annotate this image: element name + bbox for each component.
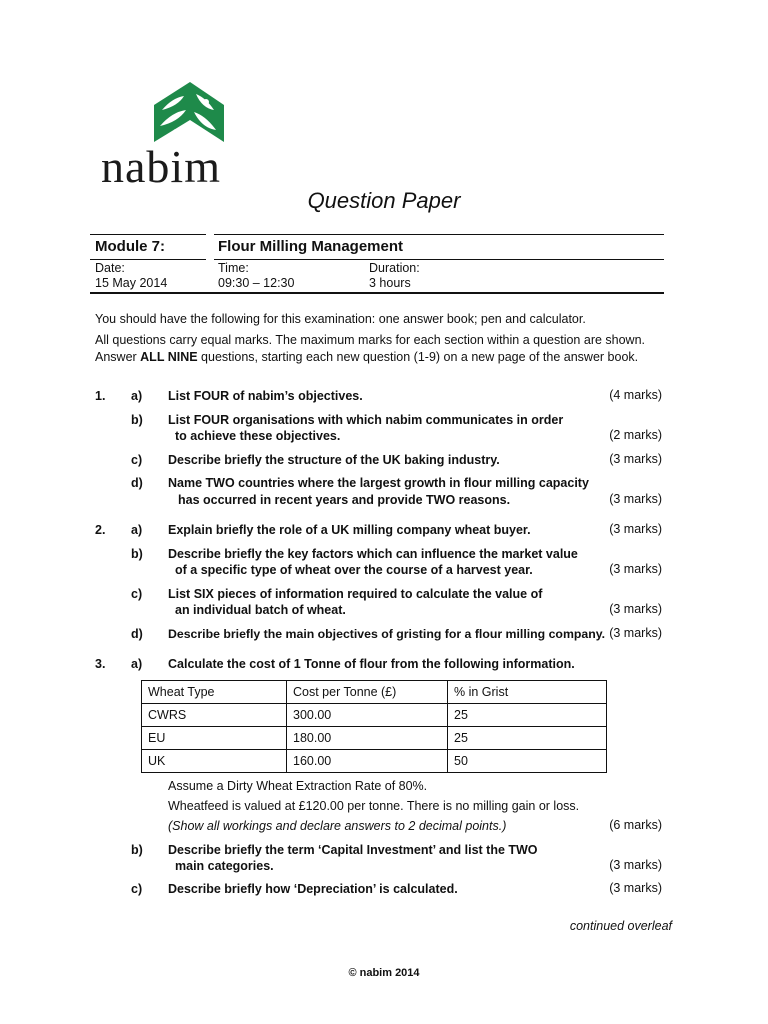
page-title: Question Paper — [307, 188, 461, 213]
table-cell: 180.00 — [287, 727, 448, 750]
table-cell: CWRS — [142, 704, 287, 727]
q1b-text-line1: List FOUR organisations with which nabim communicates in order — [168, 413, 564, 427]
header-rule-top-left — [90, 234, 206, 235]
q2d-marks: (3 marks) — [609, 626, 662, 640]
table-cell: 25 — [448, 704, 607, 727]
q1b-label: b) — [131, 413, 143, 427]
q2c-text-line1: List SIX pieces of information required to calculate the value of — [168, 587, 543, 601]
q2c-text-line2: an individual batch of wheat. — [175, 603, 346, 617]
header-rule-mid-right — [214, 259, 664, 260]
q3-note-extraction: Assume a Dirty Wheat Extraction Rate of 80%. — [168, 779, 428, 793]
q1c-text: Describe briefly the structure of the UK baking industry. — [168, 453, 500, 467]
q3a-text: Calculate the cost of 1 Tonne of flour from the following information. — [168, 657, 575, 671]
q2-number: 2. — [95, 523, 106, 537]
q1d-label: d) — [131, 476, 143, 490]
header-rule-bottom — [90, 292, 664, 294]
q1c-marks: (3 marks) — [609, 452, 662, 466]
date-value: 15 May 2014 — [95, 276, 168, 290]
q3-note-wheatfeed: Wheatfeed is valued at £120.00 per tonne. There is no milling gain or loss. — [168, 799, 580, 813]
q3-note-workings: (Show all workings and declare answers to 2 decimal points.) — [168, 819, 507, 833]
table-row — [142, 750, 607, 773]
q2b-marks: (3 marks) — [609, 562, 662, 576]
instruction-marks: All questions carry equal marks. The maximum marks for each section within a question are shown. — [95, 333, 646, 347]
q1b-text-line2: to achieve these objectives. — [175, 429, 341, 443]
q3c-marks: (3 marks) — [609, 881, 662, 895]
q2b-label: b) — [131, 547, 143, 561]
table-cell: UK — [142, 750, 287, 773]
q1c-label: c) — [131, 453, 143, 467]
q2c-marks: (3 marks) — [609, 602, 662, 616]
date-label: Date: — [95, 261, 125, 275]
q2b-text-line2: of a specific type of wheat over the course of a harvest year. — [175, 563, 533, 577]
table-header-cell: Cost per Tonne (£) — [287, 681, 448, 704]
time-value: 09:30 – 12:30 — [218, 276, 295, 290]
table-header-cell: % in Grist — [448, 681, 607, 704]
q3b-marks: (3 marks) — [609, 858, 662, 872]
q2d-text: Describe briefly the main objectives of gristing for a flour milling company. — [168, 627, 606, 641]
q3c-label: c) — [131, 882, 143, 896]
q3b-label: b) — [131, 843, 143, 857]
time-label: Time: — [218, 261, 249, 275]
module-label: Module 7: — [95, 238, 165, 255]
table-cell: 300.00 — [287, 704, 448, 727]
q3b-text-line2: main categories. — [175, 859, 274, 873]
q2a-label: a) — [131, 523, 143, 537]
q3a-label: a) — [131, 657, 143, 671]
q1a-label: a) — [131, 389, 143, 403]
q2a-text: Explain briefly the role of a UK milling company wheat buyer. — [168, 523, 531, 537]
q3a-marks: (6 marks) — [609, 818, 662, 832]
q3c-text: Describe briefly how ‘Depreciation’ is calculated. — [168, 882, 458, 896]
header-rule-mid-left — [90, 259, 206, 260]
table-cell: 160.00 — [287, 750, 448, 773]
table-cell: 50 — [448, 750, 607, 773]
table-header-cell: Wheat Type — [142, 681, 287, 704]
table-cell: EU — [142, 727, 287, 750]
duration-value: 3 hours — [369, 276, 411, 290]
q1b-marks: (2 marks) — [609, 428, 662, 442]
copyright-footer: © nabim 2014 — [348, 967, 420, 979]
q1d-text-line2: has occurred in recent years and provide TWO reasons. — [178, 493, 511, 507]
logo-wordmark: nabim — [101, 141, 221, 192]
q2d-label: d) — [131, 627, 143, 641]
q2c-label: c) — [131, 587, 143, 601]
q3-number: 3. — [95, 657, 106, 671]
q1-number: 1. — [95, 389, 106, 403]
q3b-text-line1: Describe briefly the term ‘Capital Investment’ and list the TWO — [168, 843, 538, 857]
continued-overleaf: continued overleaf — [569, 919, 672, 933]
q2b-text-line1: Describe briefly the key factors which can influence the market value — [168, 547, 578, 561]
duration-label: Duration: — [369, 261, 420, 275]
grist-table — [141, 680, 607, 773]
table-row — [142, 727, 607, 750]
instruction-materials: You should have the following for this examination: one answer book; pen and calculator. — [95, 312, 586, 326]
module-name: Flour Milling Management — [218, 238, 404, 255]
q1d-marks: (3 marks) — [609, 492, 662, 506]
table-cell: 25 — [448, 727, 607, 750]
q1d-text-line1: Name TWO countries where the largest growth in flour milling capacity — [168, 476, 589, 490]
table-row — [142, 704, 607, 727]
table-header-row — [142, 681, 607, 704]
header-rule-top-right — [214, 234, 664, 235]
q1a-text: List FOUR of nabim’s objectives. — [168, 389, 363, 403]
q2a-marks: (3 marks) — [609, 522, 662, 536]
instruction-answer-all: Answer ALL NINE questions, starting each new question (1-9) on a new page of the answer book. — [95, 350, 639, 364]
q1a-marks: (4 marks) — [609, 388, 662, 402]
